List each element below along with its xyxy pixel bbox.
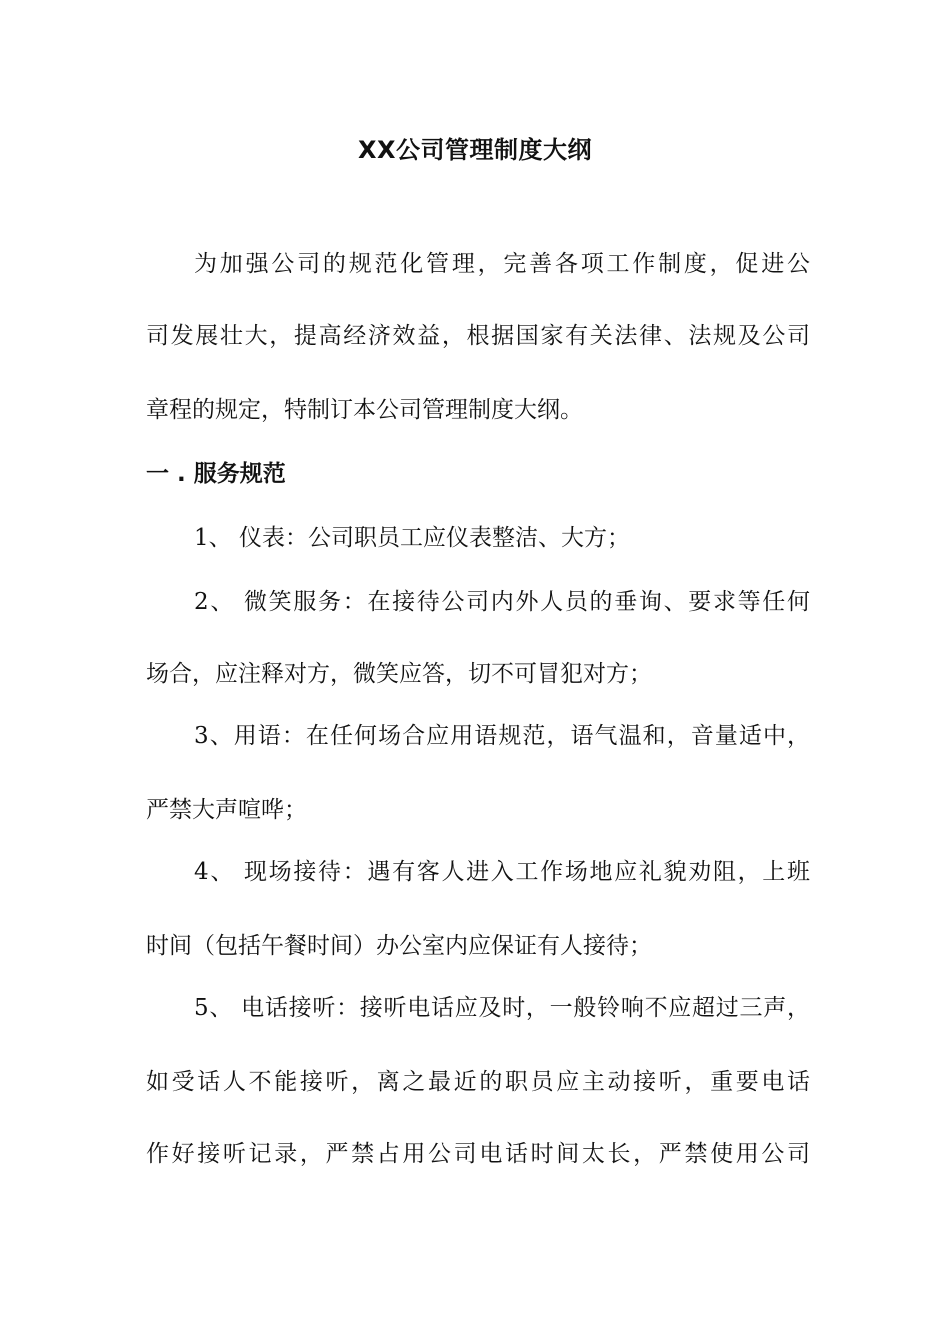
document-title: XX公司管理制度大纲 [357, 136, 592, 164]
item-3-line-1: 3、用语：在任何场合应用语规范，语气温和，音量适中， [194, 723, 810, 749]
intro-line-3: 章程的规定，特制订本公司管理制度大纲。 [146, 397, 583, 423]
item-5-line-2: 如受话人不能接听，离之最近的职员应主动接听，重要电话 [146, 1069, 810, 1095]
item-4-line-2: 时间（包括午餐时间）办公室内应保证有人接待； [146, 933, 652, 959]
item-5-line-1: 5、 电话接听：接听电话应及时，一般铃响不应超过三声， [194, 995, 810, 1021]
item-2-line-2: 场合，应注释对方，微笑应答，切不可冒犯对方； [146, 661, 652, 687]
intro-line-1: 为加强公司的规范化管理，完善各项工作制度，促进公 [194, 251, 810, 277]
item-1-line-1: 1、 仪表：公司职员工应仪表整洁、大方； [194, 525, 630, 551]
intro-line-2: 司发展壮大，提高经济效益，根据国家有关法律、法规及公司 [146, 323, 810, 349]
item-2-line-1: 2、 微笑服务：在接待公司内外人员的垂询、要求等任何 [194, 589, 810, 615]
item-3-line-2: 严禁大声喧哗； [146, 797, 307, 823]
item-5-line-3: 作好接听记录，严禁占用公司电话时间太长，严禁使用公司 [146, 1141, 810, 1167]
item-4-line-1: 4、 现场接待：遇有客人进入工作场地应礼貌劝阻，上班 [194, 859, 810, 885]
section-heading-service: 一 . 服务规范 [146, 461, 286, 487]
